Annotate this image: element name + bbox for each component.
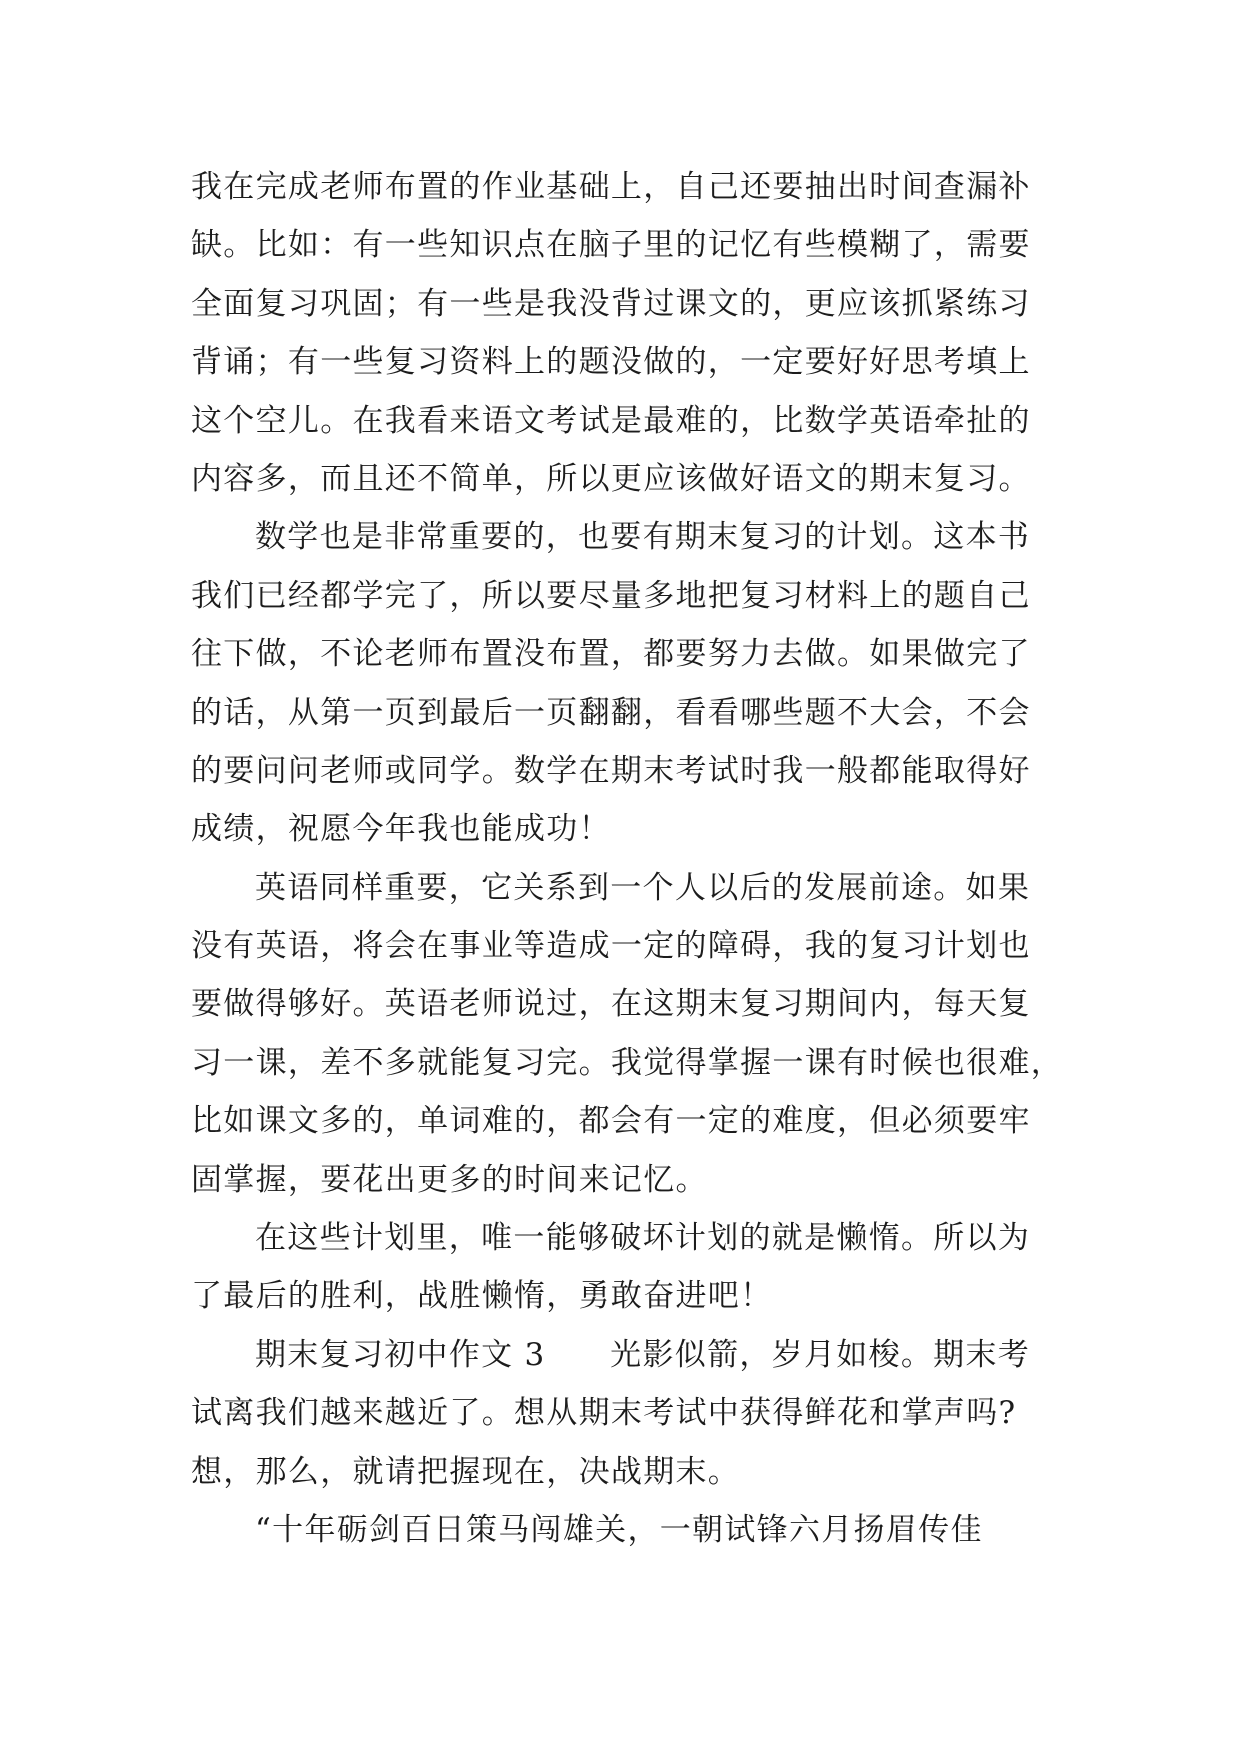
text-line: 内容多，而且还不简单，所以更应该做好语文的期末复习。 — [191, 460, 1031, 497]
text-line: 没有英语，将会在事业等造成一定的障碍，我的复习计划也 — [191, 928, 1031, 965]
text-line: 全面复习巩固；有一些是我没背过课文的，更应该抓紧练习 — [191, 285, 1031, 322]
text-line: 的要问问老师或同学。数学在期末考试时我一般都能取得好 — [191, 752, 1031, 789]
quote-line: “十年砺剑百日策马闯雄关，一朝试锋六月扬眉传佳 — [255, 1511, 983, 1548]
text-line: 要做得够好。英语老师说过，在这期末复习期间内，每天复 — [191, 986, 1031, 1023]
text-line: 缺。比如：有一些知识点在脑子里的记忆有些模糊了，需要 — [191, 227, 1031, 264]
text-line: 我在完成老师布置的作业基础上，自己还要抽出时间查漏补 — [191, 169, 1031, 205]
text-line: 成绩，祝愿今年我也能成功！ — [191, 811, 611, 848]
paragraph-first-line: 数学也是非常重要的，也要有期末复习的计划。这本书 — [255, 519, 1031, 556]
text-line: 试离我们越来越近了。想从期末考试中获得鲜花和掌声吗? — [191, 1395, 1017, 1432]
text-line: 想，那么，就请把握现在，决战期末。 — [191, 1453, 741, 1490]
text-line: 习一课，差不多就能复习完。我觉得掌握一课有时候也很难， — [191, 1044, 1064, 1081]
text-line: 的话，从第一页到最后一页翻翻，看看哪些题不大会，不会 — [191, 694, 1031, 731]
text-line: 我们已经都学完了，所以要尽量多地把复习材料上的题自己 — [191, 577, 1031, 614]
text-line: 了最后的胜利，战胜懒惰，勇敢奋进吧！ — [191, 1278, 773, 1315]
text-line: 固掌握，要花出更多的时间来记忆。 — [191, 1161, 708, 1198]
text-line: 背诵；有一些复习资料上的题没做的，一定要好好思考填上 — [191, 344, 1031, 381]
text-line: 比如课文多的，单词难的，都会有一定的难度，但必须要牢 — [191, 1103, 1031, 1140]
text-line: 往下做，不论老师布置没布置，都要努力去做。如果做完了 — [191, 636, 1031, 673]
paragraph-first-line: 在这些计划里，唯一能够破坏计划的就是懒惰。所以为 — [255, 1220, 1031, 1257]
essay-heading-line: 期末复习初中作文 3 光影似箭，岁月如梭。期末考 — [255, 1336, 1031, 1373]
paragraph-first-line: 英语同样重要，它关系到一个人以后的发展前途。如果 — [255, 869, 1031, 906]
document-body — [191, 158, 1071, 1559]
text-line: 这个空儿。在我看来语文考试是最难的，比数学英语牵扯的 — [191, 402, 1031, 439]
